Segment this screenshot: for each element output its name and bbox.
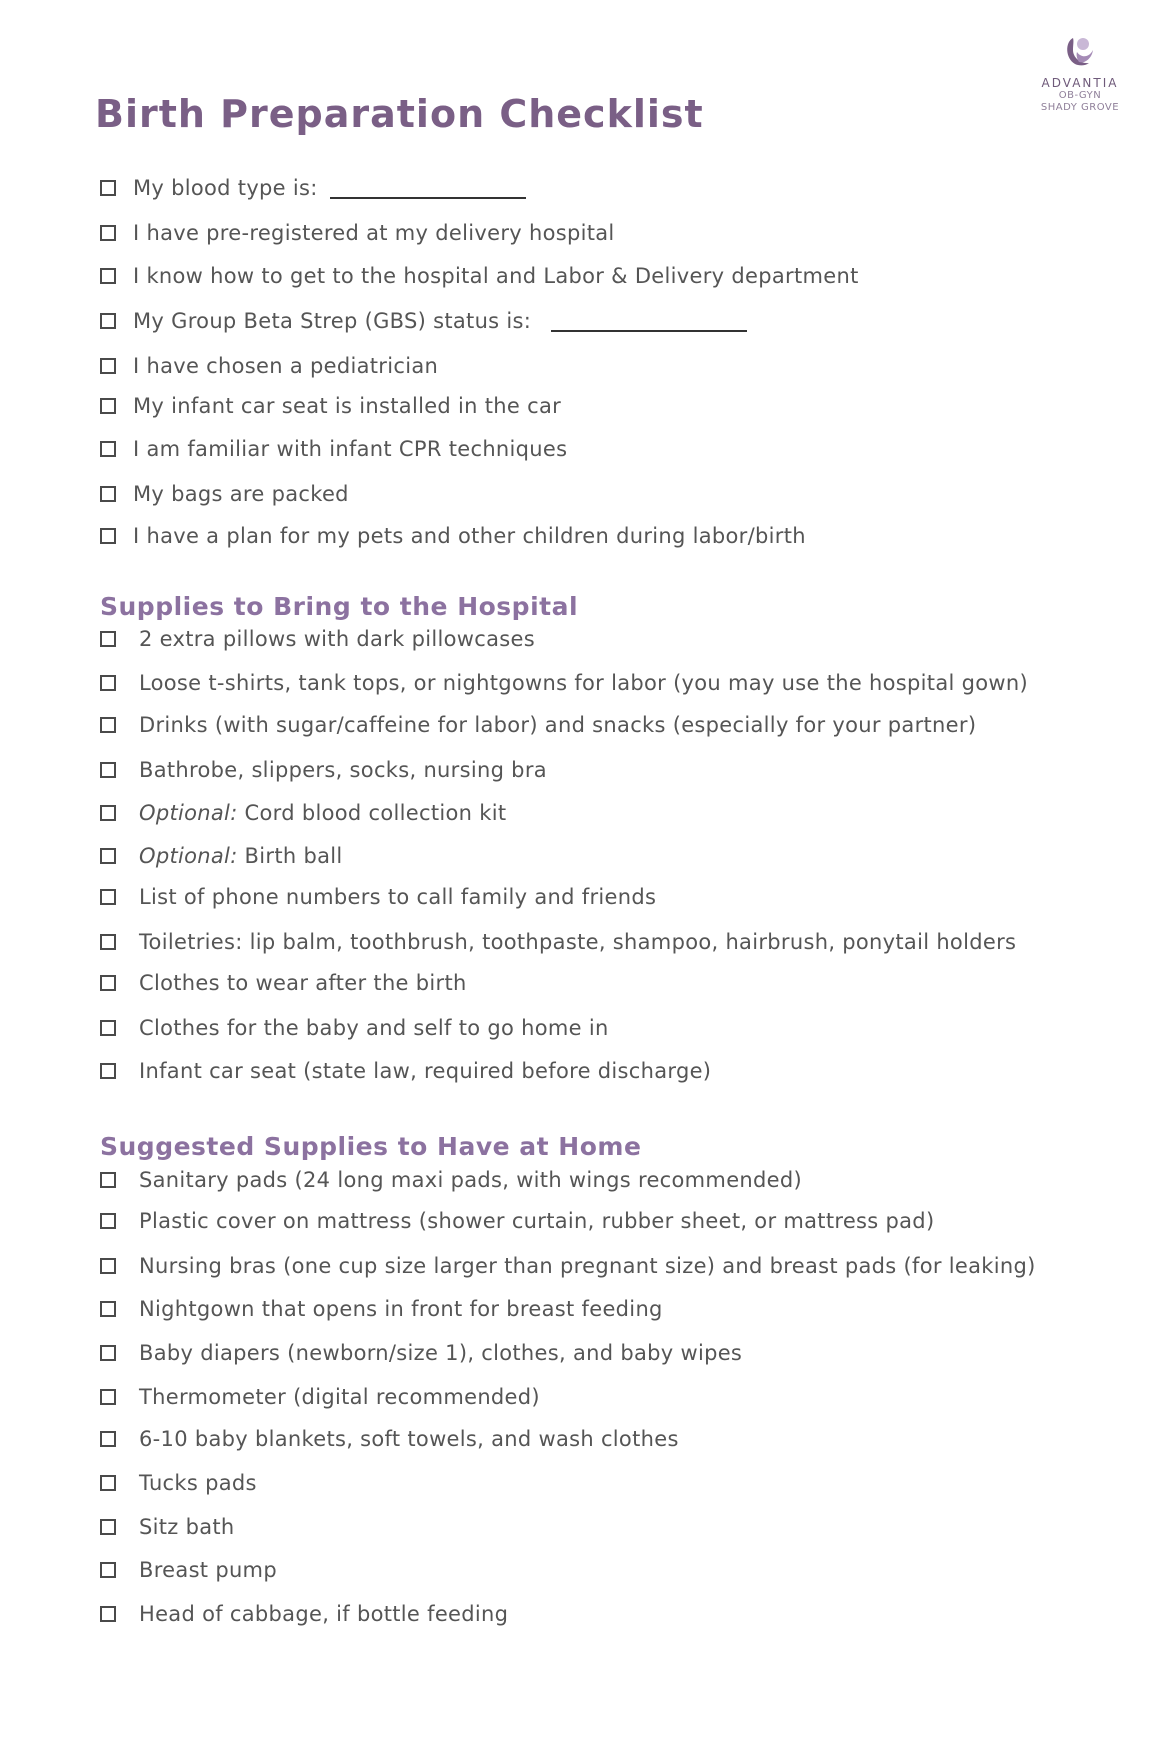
optional-prefix: Optional: bbox=[139, 801, 238, 825]
fill-in-blank[interactable] bbox=[551, 330, 747, 332]
item-text: Breast pump bbox=[139, 1558, 277, 1582]
checklist-item-label bbox=[139, 930, 1016, 954]
item-text: Loose t-shirts, tank tops, or nightgowns for labor (you may use the hospital gown) bbox=[139, 671, 1028, 695]
checklist-item-label bbox=[139, 671, 1028, 695]
fill-in-blank[interactable] bbox=[330, 197, 526, 199]
checklist-item bbox=[100, 671, 1050, 695]
checkbox[interactable] bbox=[100, 805, 116, 821]
checklist-item-label bbox=[133, 264, 859, 288]
item-text: 2 extra pillows with dark pillowcases bbox=[139, 627, 535, 651]
advantia-logo-icon bbox=[1063, 34, 1097, 70]
item-text: I have pre-registered at my delivery hospital bbox=[133, 221, 615, 245]
item-text: My bags are packed bbox=[133, 482, 349, 506]
checklist-item bbox=[100, 801, 1050, 825]
checkbox[interactable] bbox=[100, 1345, 116, 1361]
item-text: My infant car seat is installed in the car bbox=[133, 394, 562, 418]
checklist-item-label bbox=[139, 1254, 1036, 1278]
advantia-logo bbox=[1030, 34, 1130, 114]
checklist-item-label bbox=[139, 1016, 609, 1040]
checklist-item bbox=[100, 1168, 1050, 1192]
checklist-item bbox=[100, 930, 1050, 954]
checklist-item bbox=[100, 309, 1050, 333]
checklist-item-label bbox=[139, 1471, 257, 1495]
checkbox[interactable] bbox=[100, 1172, 116, 1188]
item-text: I know how to get to the hospital and Labor & Delivery department bbox=[133, 264, 859, 288]
item-text: I have chosen a pediatrician bbox=[133, 354, 439, 378]
checklist-item bbox=[100, 482, 1050, 506]
checklist-item bbox=[100, 1254, 1050, 1278]
checklist-item-label bbox=[139, 1515, 235, 1539]
checkbox[interactable] bbox=[100, 631, 116, 647]
checkbox[interactable] bbox=[100, 528, 116, 544]
checklist-item bbox=[100, 1602, 1050, 1626]
logo-brand: ADVANTIA bbox=[1041, 76, 1119, 90]
checkbox[interactable] bbox=[100, 1606, 116, 1622]
item-text: I am familiar with infant CPR techniques bbox=[133, 437, 568, 461]
checklist-item-label bbox=[133, 437, 567, 461]
checklist-item bbox=[100, 264, 1050, 288]
checklist-item-label bbox=[133, 221, 615, 245]
item-text: Nightgown that opens in front for breast feeding bbox=[139, 1297, 663, 1321]
checklist-item-label bbox=[139, 1209, 934, 1233]
checkbox[interactable] bbox=[100, 441, 116, 457]
item-text: Cord blood collection kit bbox=[237, 801, 507, 825]
checkbox[interactable] bbox=[100, 1258, 116, 1274]
checklist-item-label bbox=[139, 1385, 540, 1409]
item-text: Sanitary pads (24 long maxi pads, with wings recommended) bbox=[139, 1168, 802, 1192]
checklist-item-label bbox=[133, 524, 806, 548]
checklist-item bbox=[100, 1558, 1050, 1582]
checklist-item-label bbox=[139, 971, 467, 995]
item-text: Nursing bras (one cup size larger than pregnant size) and breast pads (for leaking) bbox=[139, 1254, 1036, 1278]
checkbox[interactable] bbox=[100, 1213, 116, 1229]
hospital-section-title: Supplies to Bring to the Hospital bbox=[100, 592, 579, 621]
checkbox[interactable] bbox=[100, 398, 116, 414]
checkbox[interactable] bbox=[100, 486, 116, 502]
checklist-item bbox=[100, 1471, 1050, 1495]
checklist-item bbox=[100, 394, 1050, 418]
checklist-item-label bbox=[139, 1341, 742, 1365]
checkbox[interactable] bbox=[100, 975, 116, 991]
checkbox[interactable] bbox=[100, 1519, 116, 1535]
checklist-item bbox=[100, 176, 1050, 200]
item-text: My Group Beta Strep (GBS) status is: bbox=[133, 309, 532, 333]
item-text: Thermometer (digital recommended) bbox=[139, 1385, 540, 1409]
home-section-title: Suggested Supplies to Have at Home bbox=[100, 1132, 642, 1161]
checkbox[interactable] bbox=[100, 848, 116, 864]
checklist-item-label bbox=[133, 354, 438, 378]
checklist-item bbox=[100, 844, 1050, 868]
item-text: I have a plan for my pets and other children during labor/birth bbox=[133, 524, 806, 548]
checkbox[interactable] bbox=[100, 1063, 116, 1079]
checkbox[interactable] bbox=[100, 1389, 116, 1405]
checklist-item bbox=[100, 971, 1050, 995]
checklist-item bbox=[100, 1016, 1050, 1040]
item-text: Plastic cover on mattress (shower curtain, rubber sheet, or mattress pad) bbox=[139, 1209, 935, 1233]
checklist-item-label bbox=[139, 1602, 508, 1626]
checklist-item-label bbox=[139, 1427, 679, 1451]
item-text: Clothes to wear after the birth bbox=[139, 971, 467, 995]
checkbox[interactable] bbox=[100, 934, 116, 950]
checklist-item-label bbox=[133, 309, 747, 333]
checklist-item bbox=[100, 437, 1050, 461]
item-text: Baby diapers (newborn/size 1), clothes, and baby wipes bbox=[139, 1341, 743, 1365]
checkbox[interactable] bbox=[100, 180, 116, 196]
checkbox[interactable] bbox=[100, 717, 116, 733]
checklist-item bbox=[100, 354, 1050, 378]
checklist-item-label bbox=[139, 713, 976, 737]
item-text: Head of cabbage, if bottle feeding bbox=[139, 1602, 509, 1626]
checklist-item-label bbox=[139, 1558, 277, 1582]
checklist-item-label bbox=[133, 176, 526, 200]
checklist-item bbox=[100, 1341, 1050, 1365]
checkbox[interactable] bbox=[100, 1431, 116, 1447]
checklist-item bbox=[100, 885, 1050, 909]
item-text: 6-10 baby blankets, soft towels, and wash clothes bbox=[139, 1427, 679, 1451]
checklist-item bbox=[100, 1059, 1050, 1083]
checklist-item-label bbox=[139, 1059, 711, 1083]
checklist-item-label bbox=[139, 844, 343, 868]
item-text: Bathrobe, slippers, socks, nursing bra bbox=[139, 758, 547, 782]
checklist-item bbox=[100, 1385, 1050, 1409]
checkbox[interactable] bbox=[100, 1562, 116, 1578]
checklist-item bbox=[100, 713, 1050, 737]
checkbox[interactable] bbox=[100, 313, 116, 329]
checklist-item-label bbox=[139, 885, 656, 909]
page-title: Birth Preparation Checklist bbox=[95, 92, 704, 136]
checkbox[interactable] bbox=[100, 1475, 116, 1491]
checklist-item bbox=[100, 627, 1050, 651]
item-text: List of phone numbers to call family and friends bbox=[139, 885, 657, 909]
checklist-item-label bbox=[139, 1297, 663, 1321]
checklist-item-label bbox=[139, 1168, 802, 1192]
checkbox[interactable] bbox=[100, 358, 116, 374]
item-text: My blood type is: bbox=[133, 176, 318, 200]
item-text: Birth ball bbox=[237, 844, 343, 868]
checklist-item-label bbox=[133, 482, 349, 506]
checklist-item-label bbox=[133, 394, 561, 418]
checklist-item bbox=[100, 1427, 1050, 1451]
checklist-item-label bbox=[139, 627, 535, 651]
checklist-item bbox=[100, 758, 1050, 782]
checklist-item bbox=[100, 1515, 1050, 1539]
checkbox[interactable] bbox=[100, 1020, 116, 1036]
checkbox[interactable] bbox=[100, 268, 116, 284]
checklist-item bbox=[100, 221, 1050, 245]
checklist-item bbox=[100, 524, 1050, 548]
checklist-item bbox=[100, 1209, 1050, 1233]
checkbox[interactable] bbox=[100, 675, 116, 691]
item-text: Infant car seat (state law, required before discharge) bbox=[139, 1059, 712, 1083]
checkbox[interactable] bbox=[100, 762, 116, 778]
checkbox[interactable] bbox=[100, 1301, 116, 1317]
checklist-item bbox=[100, 1297, 1050, 1321]
logo-line2: SHADY GROVE bbox=[1040, 102, 1120, 113]
checklist-item-label bbox=[139, 801, 506, 825]
logo-line1: OB-GYN bbox=[1058, 90, 1102, 101]
item-text: Drinks (with sugar/caffeine for labor) and snacks (especially for your partner) bbox=[139, 713, 977, 737]
item-text: Sitz bath bbox=[139, 1515, 235, 1539]
checkbox[interactable] bbox=[100, 889, 116, 905]
item-text: Toiletries: lip balm, toothbrush, toothpaste, shampoo, hairbrush, ponytail holders bbox=[139, 930, 1017, 954]
checklist-item-label bbox=[139, 758, 547, 782]
optional-prefix: Optional: bbox=[139, 844, 238, 868]
checkbox[interactable] bbox=[100, 225, 116, 241]
item-text: Clothes for the baby and self to go home in bbox=[139, 1016, 609, 1040]
item-text: Tucks pads bbox=[139, 1471, 257, 1495]
